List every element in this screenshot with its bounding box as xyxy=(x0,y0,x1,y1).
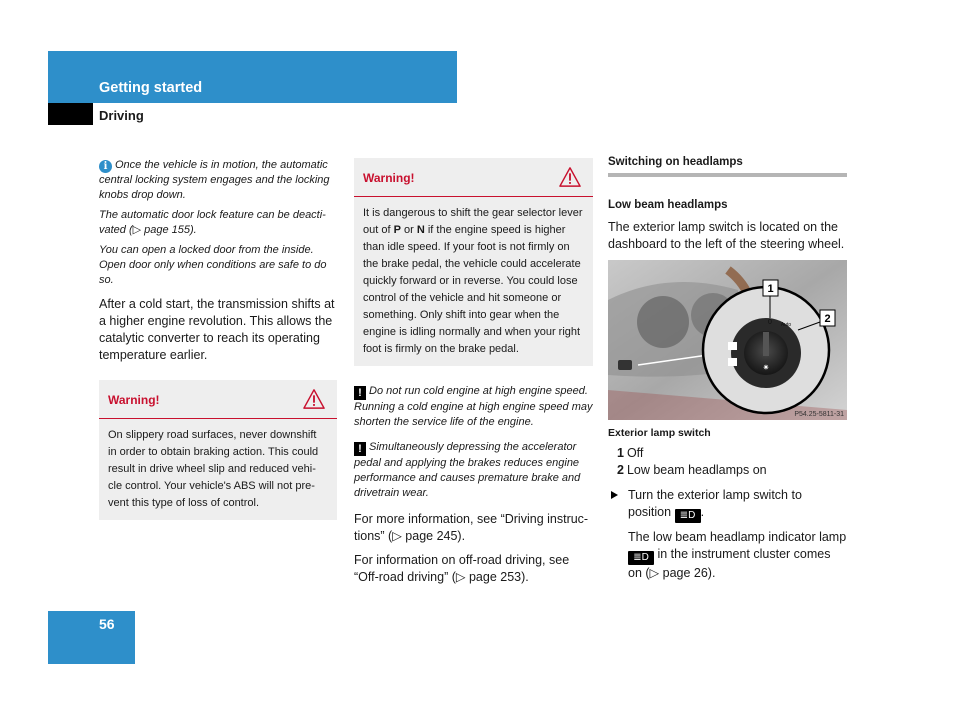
page-number: 56 xyxy=(99,616,115,632)
figure-code: P54.25-5811-31 xyxy=(794,411,844,418)
section-title: Getting started xyxy=(99,80,203,96)
sub-heading: Low beam headlamps xyxy=(608,199,728,211)
warning-header xyxy=(99,380,337,419)
instruction-step: Turn the exterior lamp switch to position ≣D . xyxy=(608,487,847,523)
exterior-lamp-switch-figure xyxy=(608,260,847,420)
info-note-3: You can open a locked door from the inside. Open door only when conditions are safe to do so. xyxy=(99,244,327,286)
warning-title: Warning! xyxy=(363,171,415,185)
svg-text:✷: ✷ xyxy=(762,363,770,372)
warning-box-downshift xyxy=(99,380,337,520)
info-note-1: i Once the vehicle is in motion, the automatic central locking system engages and the locking knobs drop down. xyxy=(99,159,330,201)
intro-paragraph: The exterior lamp switch is located on the dashboard to the left of the steering wheel. xyxy=(608,220,845,251)
low-beam-symbol-icon: ≣D xyxy=(675,509,701,523)
section-heading: Switching on headlamps xyxy=(608,156,847,177)
dial-auto-label: Auto xyxy=(780,322,792,328)
caution-icon: ! xyxy=(354,386,366,400)
legend-item-1: 1 Off xyxy=(617,446,644,460)
off-road-paragraph: For information on off-road driving, see “Off-road driving” (▷ page 253). xyxy=(354,553,570,584)
subsection-tab-marker xyxy=(48,103,93,125)
figure-callout-2: 2 xyxy=(824,313,831,325)
warning-box-gear-selector xyxy=(354,158,593,366)
column-3 xyxy=(608,156,847,582)
info-note-2: The automatic door lock feature can be deacti-vated (▷ page 155). xyxy=(99,209,326,236)
subsection-title: Driving xyxy=(99,108,144,123)
warning-triangle-icon xyxy=(559,166,581,188)
page-number-bar xyxy=(48,611,135,664)
column-1 xyxy=(99,158,337,520)
caution-note-1: ! Do not run cold engine at high engine speed. Running a cold engine at high engine speed may shorten the service life of the engine. xyxy=(354,385,593,428)
caution-note-2: ! Simultaneously depressing the accelerator pedal and applying the brakes reduces engine performance and causes premature brake and drivetrain wear. xyxy=(354,441,581,499)
caution-icon: ! xyxy=(354,442,366,456)
driving-instructions-paragraph: For more information, see “Driving instruc-tions” (▷ page 245). xyxy=(354,512,589,543)
legend-item-2: 2 Low beam headlamps on xyxy=(617,463,767,477)
step-arrow-icon xyxy=(611,491,618,499)
indicator-paragraph: The low beam headlamp indicator lamp ≣D in the instrument cluster comes on (▷ page 26). xyxy=(628,530,847,580)
warning-title: Warning! xyxy=(108,393,160,407)
figure-callout-1: 1 xyxy=(767,283,774,295)
info-icon: i xyxy=(99,160,112,173)
cold-start-paragraph: After a cold start, the transmission shifts at a higher engine revolution. This allows the catalytic converter to reach its operating temperature earlier. xyxy=(99,297,335,362)
low-beam-symbol-icon: ≣D xyxy=(628,551,654,565)
warning-triangle-icon xyxy=(303,388,325,410)
warning-text: It is dangerous to shift the gear selector lever out of P or N if the engine speed is higher than idle speed. If your foot is not firmly on the brake pedal, the vehicle could accelerate quickly forward or in reverse. You could lose control of the vehicle and hit someone or something. Only shift into gear when the engine is idling normally and when your right foot is firmly on the brake pedal. xyxy=(363,207,583,355)
dial-off-label: 0 xyxy=(768,319,772,326)
warning-header xyxy=(354,158,593,197)
column-2 xyxy=(354,158,593,593)
warning-text: On slippery road surfaces, never downshift in order to obtain braking action. This could result in drive wheel slip and reduced vehi-cle control. Your vehicle's ABS will not pre-vent this type of loss of control. xyxy=(108,429,319,509)
figure-caption: Exterior lamp switch xyxy=(608,427,711,439)
